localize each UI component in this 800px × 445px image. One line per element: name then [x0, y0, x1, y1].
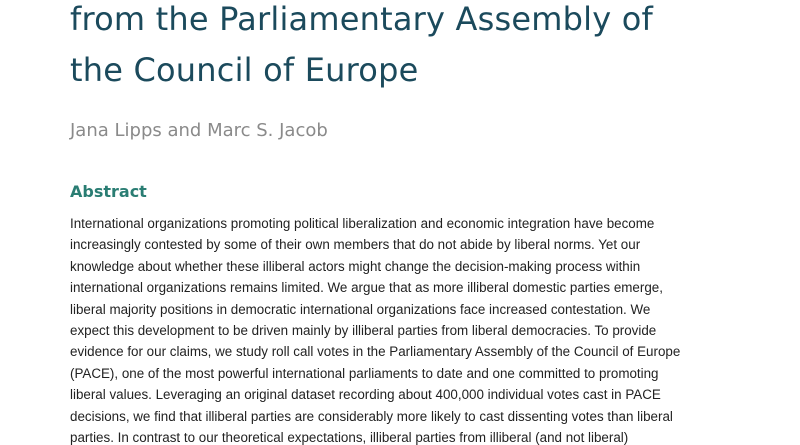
abstract-line: decisions, we find that illiberal parties are considerably more likely to cast dissenting votes than liberal — [70, 408, 673, 424]
paper-title — [70, 0, 790, 96]
paper-authors: Jana Lipps and Marc S. Jacob — [70, 120, 328, 141]
paper-title-line: from the Parliamentary Assembly of — [70, 0, 653, 38]
abstract-line: international organizations remains limited. We argue that as more illiberal domestic parties emerge, — [70, 280, 663, 296]
paper-title-line: the Council of Europe — [70, 51, 419, 89]
abstract-line: liberal majority positions in democratic international organizations face increased contestation. We — [70, 301, 651, 317]
abstract-heading: Abstract — [70, 182, 147, 201]
abstract-line: International organizations promoting political liberalization and economic integration have become — [70, 216, 655, 231]
abstract-body — [70, 213, 790, 445]
abstract-line: evidence for our claims, we study roll call votes in the Parliamentary Assembly of the Council of Europe — [70, 344, 681, 360]
abstract-line: knowledge about whether these illiberal actors might change the decision-making process within — [70, 258, 641, 274]
abstract-line: expect this development to be driven mainly by illiberal parties from liberal democracies. To provide — [70, 323, 657, 339]
abstract-line: increasingly contested by some of their own members that do not abide by liberal norms. Yet our — [70, 237, 641, 253]
abstract-line: parties. In contrast to our theoretical expectations, illiberal parties from illiberal (and not liberal) — [70, 430, 629, 445]
abstract-line: liberal values. Leveraging an original dataset recording about 400,000 individual votes cast in PACE — [70, 387, 661, 403]
abstract-line: (PACE), one of the most powerful international parliaments to date and one committed to promoting — [70, 365, 659, 381]
